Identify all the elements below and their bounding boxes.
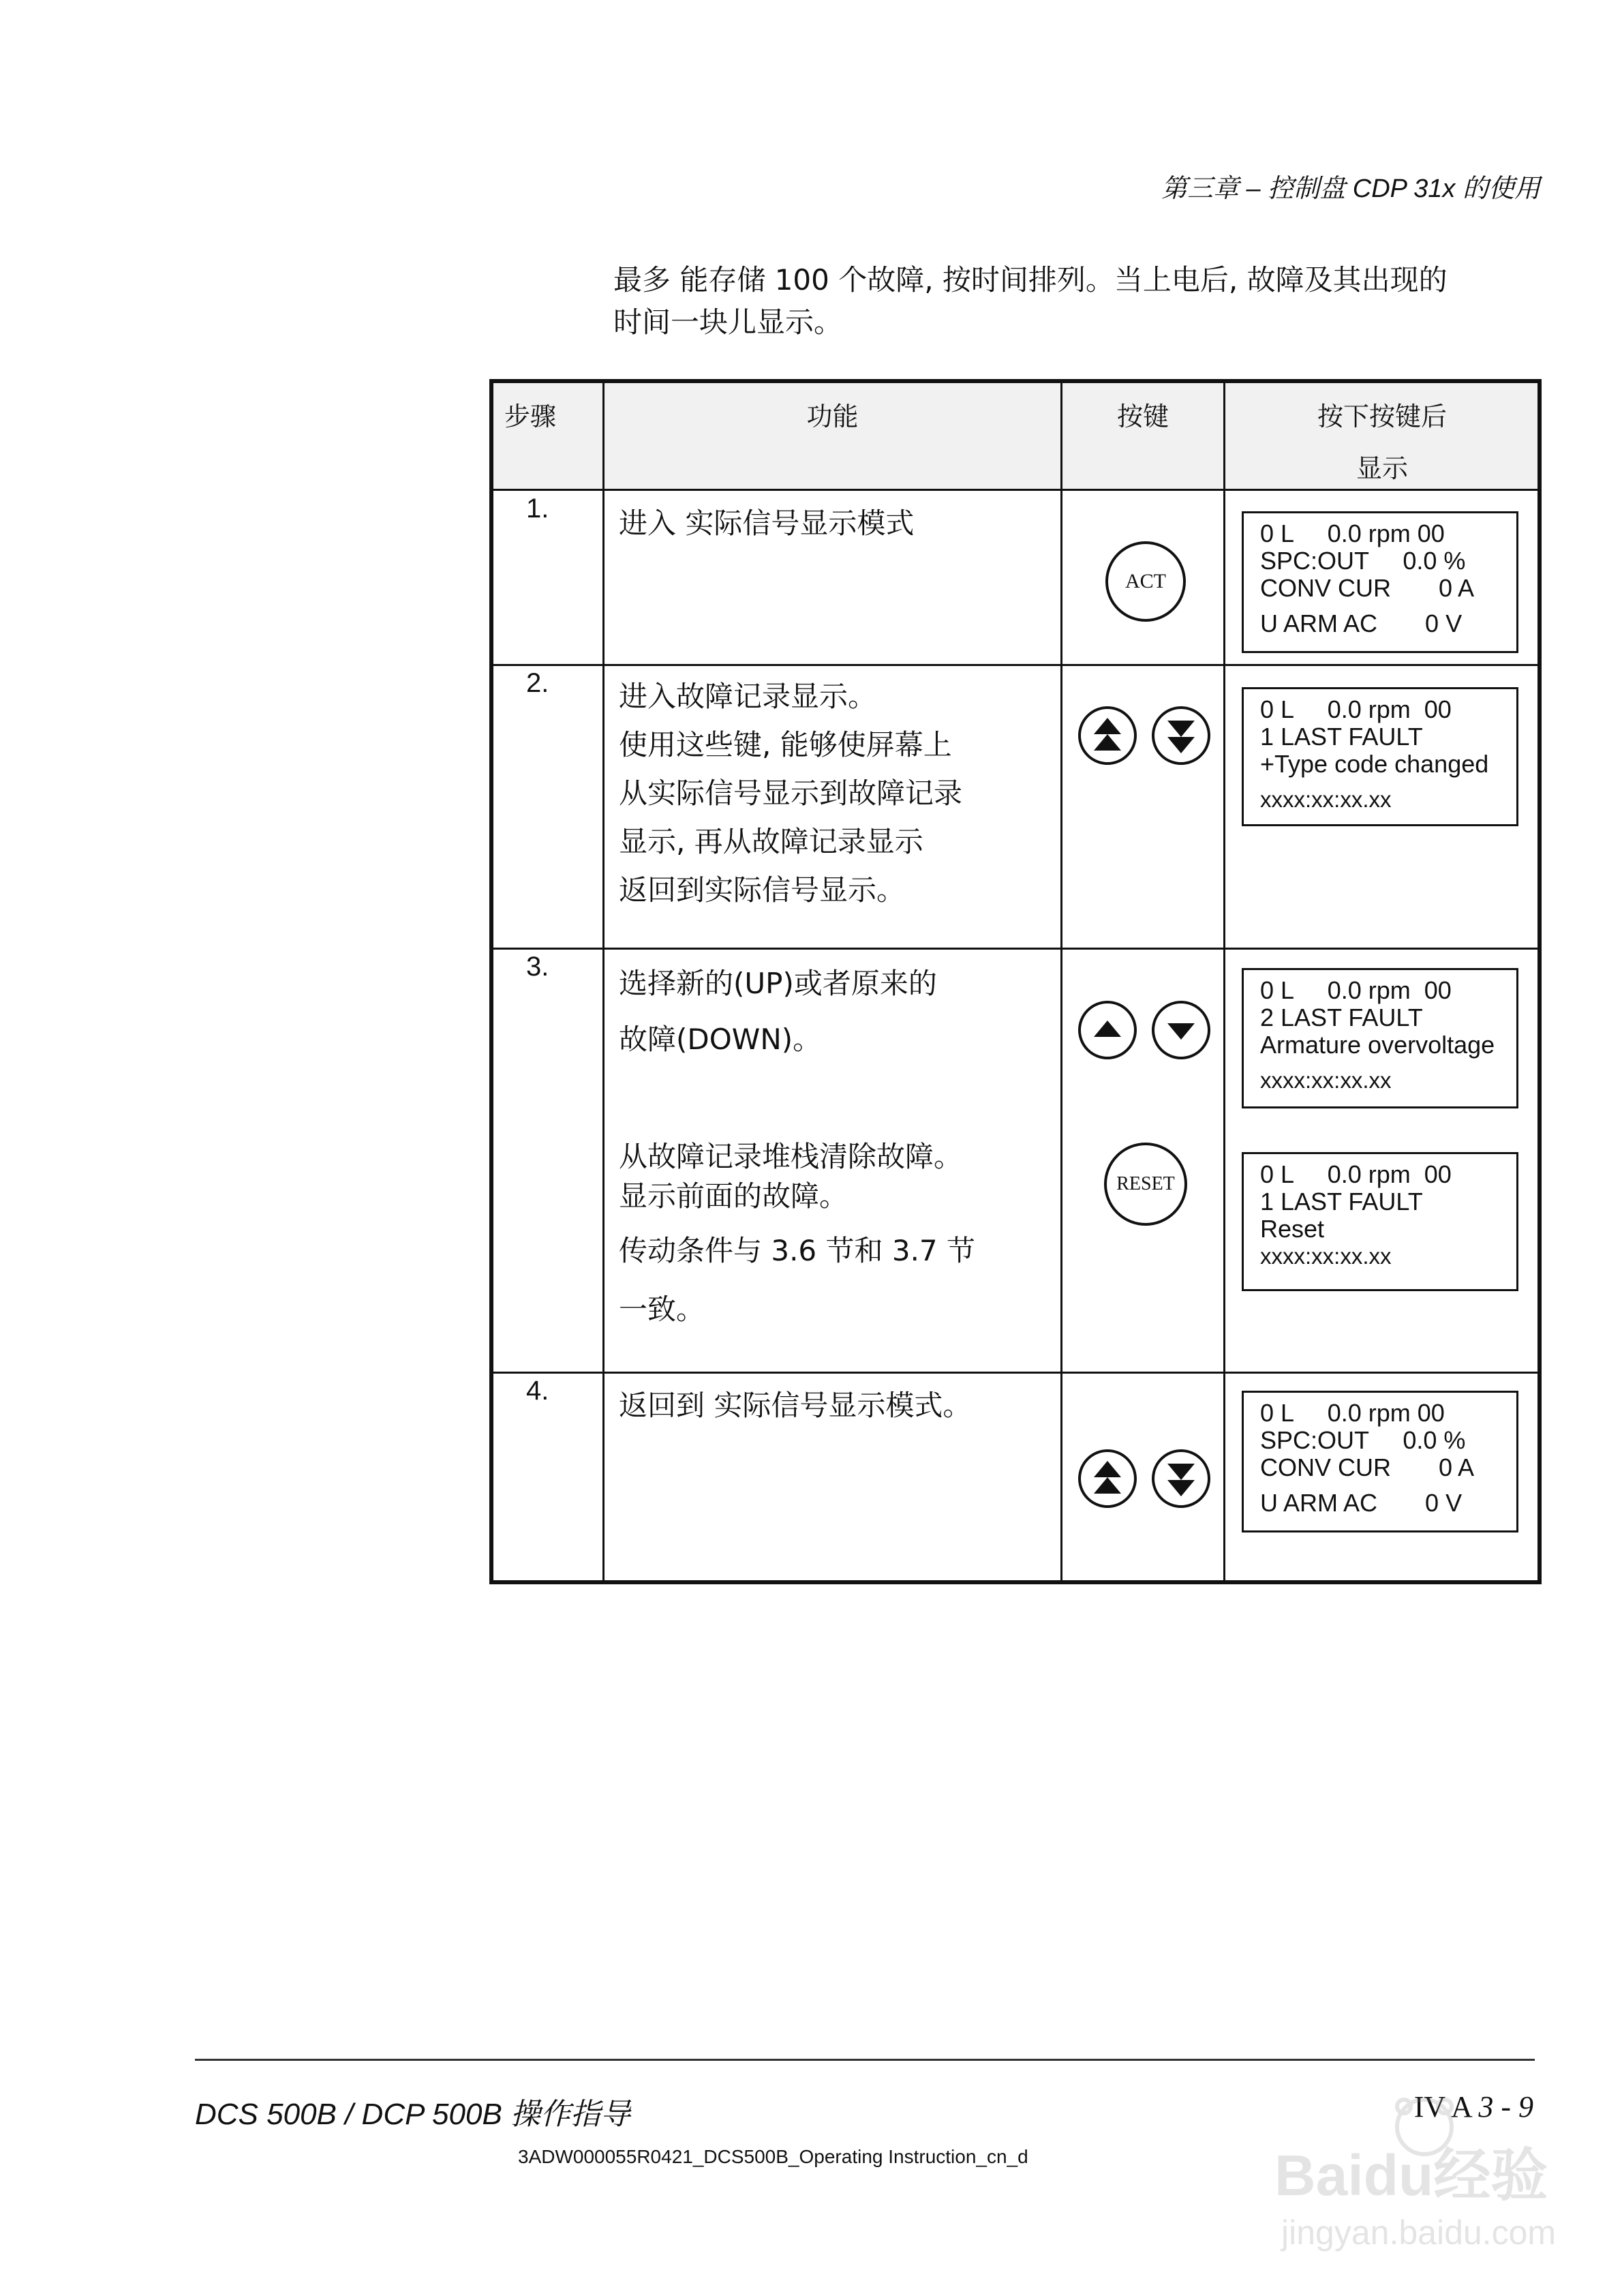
chapter-title: 第三章 – 控制盘 CDP 31x 的使用 (1161, 175, 1540, 203)
display-line: 1 LAST FAULT (1260, 1188, 1423, 1215)
function-line: 进入故障记录显示。 (619, 680, 877, 713)
function-text-1 (619, 499, 914, 547)
intro-line-2: 时间一块儿显示。 (613, 305, 843, 339)
display-panel-1 (1242, 511, 1518, 653)
footer-page-number: 3 - 9 (1478, 2090, 1533, 2124)
function-text-3b (619, 1137, 962, 1216)
function-line: 使用这些键, 能够使屏幕上 (619, 728, 952, 761)
step-number-1: 1. (526, 494, 549, 524)
function-line: 返回到 实际信号显示模式。 (619, 1389, 972, 1422)
function-text-4 (619, 1381, 971, 1430)
display-line: CONV CUR 0 A (1260, 574, 1475, 602)
display-line: 0 L 0.0 rpm 00 (1260, 519, 1445, 547)
display-line: xxxx:xx:xx.xx (1260, 787, 1392, 812)
step-number-4: 4. (526, 1376, 549, 1406)
header-display-line1: 按下按键后 (1317, 402, 1447, 432)
display-line: 0 L 0.0 rpm 00 (1260, 1399, 1445, 1427)
display-line: xxxx:xx:xx.xx (1260, 1068, 1392, 1093)
watermark-brand: Baidu经验 (1274, 2143, 1548, 2207)
function-line: 一致。 (619, 1293, 705, 1326)
function-line: 返回到实际信号显示。 (619, 873, 906, 907)
display-line: +Type code changed (1260, 750, 1489, 778)
header-display-line2: 显示 (1356, 453, 1408, 483)
display-line: 2 LAST FAULT (1260, 1003, 1423, 1031)
function-line: 进入 实际信号显示模式 (619, 507, 915, 540)
down-key-button[interactable] (1152, 1001, 1210, 1059)
function-text-2 (619, 672, 962, 914)
intro-line-1: 最多 能存储 100 个故障, 按时间排列。当上电后, 故障及其出现的 (613, 263, 1448, 297)
display-line: Reset (1260, 1215, 1325, 1243)
display-line: U ARM AC 0 V (1260, 609, 1463, 637)
step-number-3: 3. (526, 952, 549, 982)
footer-title: DCS 500B / DCP 500B 操作指导 (195, 2098, 631, 2131)
display-line: 0 L 0.0 rpm 00 (1260, 695, 1452, 723)
display-line: SPC:OUT 0.0 % (1260, 547, 1466, 575)
double-down-key-button[interactable] (1152, 706, 1210, 765)
function-line: 从故障记录堆栈清除故障。 (619, 1140, 963, 1173)
header-function: 功能 (806, 402, 859, 432)
display-panel-3a (1242, 968, 1518, 1108)
function-text-3a (619, 956, 937, 1068)
function-line: 故障(DOWN)。 (619, 1023, 822, 1056)
step-number-2: 2. (526, 668, 549, 698)
col-divider-2 (1060, 383, 1062, 1580)
display-line: 0 L 0.0 rpm 00 (1260, 976, 1452, 1004)
function-line: 显示前面的故障。 (619, 1179, 848, 1213)
act-key-label: ACT (1125, 570, 1166, 592)
reset-key-button[interactable] (1104, 1143, 1187, 1226)
double-up-key-button-2[interactable] (1078, 1449, 1137, 1508)
up-key-button[interactable] (1078, 1001, 1137, 1059)
double-up-arrow-icon (1087, 715, 1128, 756)
display-line: SPC:OUT 0.0 % (1260, 1426, 1466, 1454)
display-panel-2 (1242, 687, 1518, 826)
double-up-arrow-icon (1087, 1458, 1128, 1499)
footer-divider (195, 2059, 1535, 2061)
procedure-table (489, 379, 1542, 1584)
function-line: 从实际信号显示到故障记录 (619, 776, 963, 810)
baidu-watermark-logo (1268, 2086, 1581, 2256)
function-line: 显示, 再从故障记录显示 (619, 825, 923, 858)
display-line: 0 L 0.0 rpm 00 (1260, 1160, 1452, 1188)
row-divider-3 (493, 1372, 1537, 1374)
col-divider-1 (602, 383, 605, 1580)
function-text-3c (619, 1222, 975, 1339)
header-step: 步骤 (504, 402, 557, 432)
down-arrow-icon (1162, 1011, 1200, 1049)
footer-doc-id: 3ADW000055R0421_DCS500B_Operating Instruction_cn_d (518, 2146, 1028, 2167)
reset-key-label: RESET (1116, 1173, 1175, 1194)
row-divider-1 (493, 664, 1537, 666)
display-panel-3b (1242, 1152, 1518, 1291)
watermark-url: jingyan.baidu.com (1281, 2214, 1557, 2252)
footer-section: IV A (1413, 2090, 1471, 2124)
display-panel-4 (1242, 1391, 1518, 1532)
act-key-button[interactable] (1105, 541, 1186, 622)
display-line: CONV CUR 0 A (1260, 1453, 1475, 1481)
display-line: xxxx:xx:xx.xx (1260, 1243, 1392, 1269)
col-divider-3 (1223, 383, 1225, 1580)
double-down-arrow-icon (1161, 715, 1202, 756)
function-line: 选择新的(UP)或者原来的 (619, 967, 937, 1000)
intro-paragraph (613, 259, 1499, 344)
row-divider-header (493, 489, 1537, 491)
display-line: Armature overvoltage (1260, 1031, 1495, 1059)
up-arrow-icon (1088, 1011, 1127, 1049)
row-divider-2 (493, 948, 1537, 950)
double-down-key-button-2[interactable] (1152, 1449, 1210, 1508)
display-line: 1 LAST FAULT (1260, 723, 1423, 751)
double-up-key-button[interactable] (1078, 706, 1137, 765)
function-line: 传动条件与 3.6 节和 3.7 节 (619, 1234, 975, 1267)
display-line: U ARM AC 0 V (1260, 1489, 1463, 1517)
header-key: 按键 (1116, 402, 1169, 432)
double-down-arrow-icon (1161, 1458, 1202, 1499)
